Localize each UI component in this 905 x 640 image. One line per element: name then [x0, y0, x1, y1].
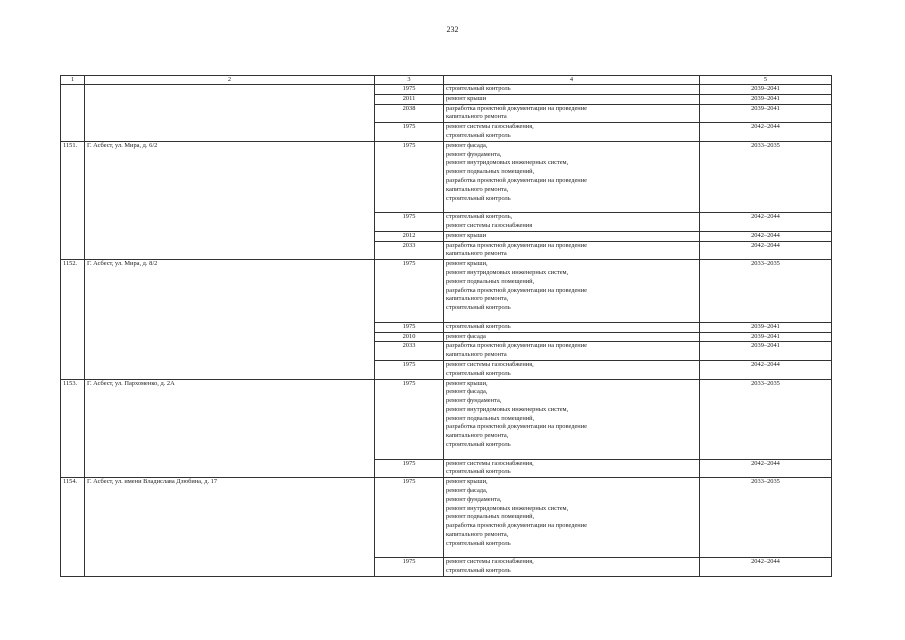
year-cell: 1975: [375, 322, 444, 332]
work-item: ремонт фасада,: [446, 388, 488, 396]
work-item: строительный контроль: [446, 85, 511, 92]
page-number: 232: [446, 25, 459, 34]
row-number: 1152.: [61, 260, 85, 379]
header-cell-2: 2: [85, 76, 375, 85]
works-cell: [444, 141, 700, 212]
works-cell: [444, 342, 700, 361]
period-cell: 2042–2044: [700, 459, 832, 478]
row-number: 1154.: [61, 478, 85, 577]
building-address: Г. Асбест, ул. Мира, д. 6/2: [85, 141, 375, 259]
row-number: 1153.: [61, 379, 85, 478]
work-item: ремонт внутридомовых инженерных систем,: [446, 268, 569, 276]
work-item: ремонт фундамента,: [446, 397, 502, 405]
year-cell: 2012: [375, 231, 444, 241]
work-item: строительный контроль: [446, 369, 511, 377]
year-cell: 1975: [375, 123, 444, 142]
work-item: ремонт подвальных помещений,: [446, 168, 535, 176]
work-item: строительный контроль: [446, 194, 511, 202]
period-cell: 2033–2035: [700, 379, 832, 459]
works-cell: [444, 123, 700, 142]
work-item: разработка проектной документации на проведение: [446, 522, 587, 530]
row-number: 1151.: [61, 141, 85, 259]
work-item: разработка проектной документации на проведение: [446, 342, 587, 350]
year-cell: 1975: [375, 478, 444, 558]
work-item: капитального ремонта,: [446, 531, 509, 539]
work-item: капитального ремонта: [446, 351, 507, 359]
work-item: разработка проектной документации на проведение: [446, 423, 587, 431]
work-item: ремонт фасада,: [446, 487, 488, 495]
work-item: строительный контроль: [446, 131, 511, 139]
work-item: ремонт внутридомовых инженерных систем,: [446, 159, 569, 167]
works-cell: [444, 322, 700, 332]
work-item: [446, 549, 697, 558]
works-cell: [444, 94, 700, 104]
work-item: строительный контроль: [446, 539, 511, 547]
work-item: ремонт фасада,: [446, 141, 488, 149]
work-item: разработка проектной документации на проведение: [446, 176, 587, 184]
work-item: ремонт подвальных помещений,: [446, 277, 535, 285]
works-cell: [444, 85, 700, 95]
works-cell: [444, 213, 700, 232]
work-item: ремонт системы газоснабжения,: [446, 459, 534, 467]
period-cell: 2039–2041: [700, 85, 832, 95]
table-row: [61, 379, 832, 459]
work-item: строительный контроль: [446, 322, 511, 330]
row-number: [61, 85, 85, 142]
period-cell: 2039–2041: [700, 104, 832, 123]
year-cell: 1975: [375, 360, 444, 379]
work-item: ремонт фундамента,: [446, 495, 502, 503]
header-row: [61, 76, 832, 85]
building-address: Г. Асбест, ул. имени Владислава Дзюбина, д. 17: [85, 478, 375, 577]
works-cell: [444, 459, 700, 478]
work-item: капитального ремонта: [446, 250, 507, 258]
work-item: капитального ремонта,: [446, 295, 509, 303]
work-item: [446, 450, 697, 459]
works-cell: [444, 104, 700, 123]
year-cell: 1975: [375, 260, 444, 323]
work-item: строительный контроль,: [446, 213, 513, 221]
year-cell: 2011: [375, 94, 444, 104]
work-item: ремонт фундамента,: [446, 150, 502, 158]
period-cell: 2042–2044: [700, 213, 832, 232]
work-item: ремонт фасада: [446, 332, 486, 340]
work-item: ремонт внутридомовых инженерных систем,: [446, 405, 569, 413]
works-cell: [444, 231, 700, 241]
work-item: капитального ремонта,: [446, 185, 509, 193]
header-cell-5: 5: [700, 76, 832, 85]
period-cell: 2042–2044: [700, 558, 832, 577]
period-cell: 2033–2035: [700, 141, 832, 212]
work-item: ремонт внутридомовых инженерных систем,: [446, 504, 569, 512]
work-item: [446, 313, 697, 322]
building-address: [85, 85, 375, 142]
work-item: [446, 203, 697, 212]
year-cell: 2033: [375, 241, 444, 260]
year-cell: 1975: [375, 379, 444, 459]
year-cell: 2010: [375, 332, 444, 342]
table-row: [61, 141, 832, 212]
year-cell: 1975: [375, 213, 444, 232]
work-item: ремонт крыши,: [446, 260, 488, 268]
period-cell: 2039–2041: [700, 322, 832, 332]
works-cell: [444, 241, 700, 260]
repair-schedule-table: [60, 75, 832, 577]
year-cell: 1975: [375, 141, 444, 212]
table-row: [61, 478, 832, 558]
period-cell: 2042–2044: [700, 231, 832, 241]
work-item: ремонт подвальных помещений,: [446, 513, 535, 521]
work-item: ремонт крыши: [446, 94, 487, 102]
work-item: капитального ремонта,: [446, 432, 509, 440]
work-item: строительный контроль: [446, 441, 511, 449]
header-cell-3: 3: [375, 76, 444, 85]
period-cell: 2039–2041: [700, 342, 832, 361]
work-item: ремонт крыши,: [446, 478, 488, 486]
work-item: ремонт крыши: [446, 231, 487, 239]
work-item: разработка проектной документации на проведение: [446, 104, 587, 112]
table-row: [61, 260, 832, 323]
works-cell: [444, 360, 700, 379]
works-cell: [444, 558, 700, 577]
year-cell: 1975: [375, 459, 444, 478]
works-cell: [444, 478, 700, 558]
period-cell: 2042–2044: [700, 360, 832, 379]
works-cell: [444, 379, 700, 459]
building-address: Г. Асбест, ул. Пархоменко, д. 2А: [85, 379, 375, 478]
year-cell: 1975: [375, 85, 444, 95]
period-cell: 2039–2041: [700, 94, 832, 104]
work-item: строительный контроль: [446, 567, 511, 575]
period-cell: 2042–2044: [700, 241, 832, 260]
period-cell: 2042–2044: [700, 123, 832, 142]
work-item: разработка проектной документации на проведение: [446, 241, 587, 249]
work-item: ремонт системы газоснабжения: [446, 221, 533, 229]
work-item: ремонт системы газоснабжения,: [446, 360, 534, 368]
work-item: строительный контроль: [446, 304, 511, 312]
period-cell: 2039–2041: [700, 332, 832, 342]
work-item: ремонт системы газоснабжения,: [446, 558, 534, 566]
table-body: [61, 85, 832, 577]
building-address: Г. Асбест, ул. Мира, д. 8/2: [85, 260, 375, 379]
year-cell: 1975: [375, 558, 444, 577]
year-cell: 2038: [375, 104, 444, 123]
table-row: [61, 85, 832, 95]
work-item: разработка проектной документации на проведение: [446, 286, 587, 294]
year-cell: 2033: [375, 342, 444, 361]
header-cell-4: 4: [444, 76, 700, 85]
work-item: строительный контроль: [446, 468, 511, 476]
works-cell: [444, 332, 700, 342]
works-cell: [444, 260, 700, 323]
work-item: ремонт системы газоснабжения,: [446, 123, 534, 131]
work-item: ремонт подвальных помещений,: [446, 414, 535, 422]
period-cell: 2033–2035: [700, 260, 832, 323]
work-item: капитального ремонта: [446, 113, 507, 121]
period-cell: 2033–2035: [700, 478, 832, 558]
header-cell-1: 1: [61, 76, 85, 85]
work-item: ремонт крыши,: [446, 379, 488, 387]
